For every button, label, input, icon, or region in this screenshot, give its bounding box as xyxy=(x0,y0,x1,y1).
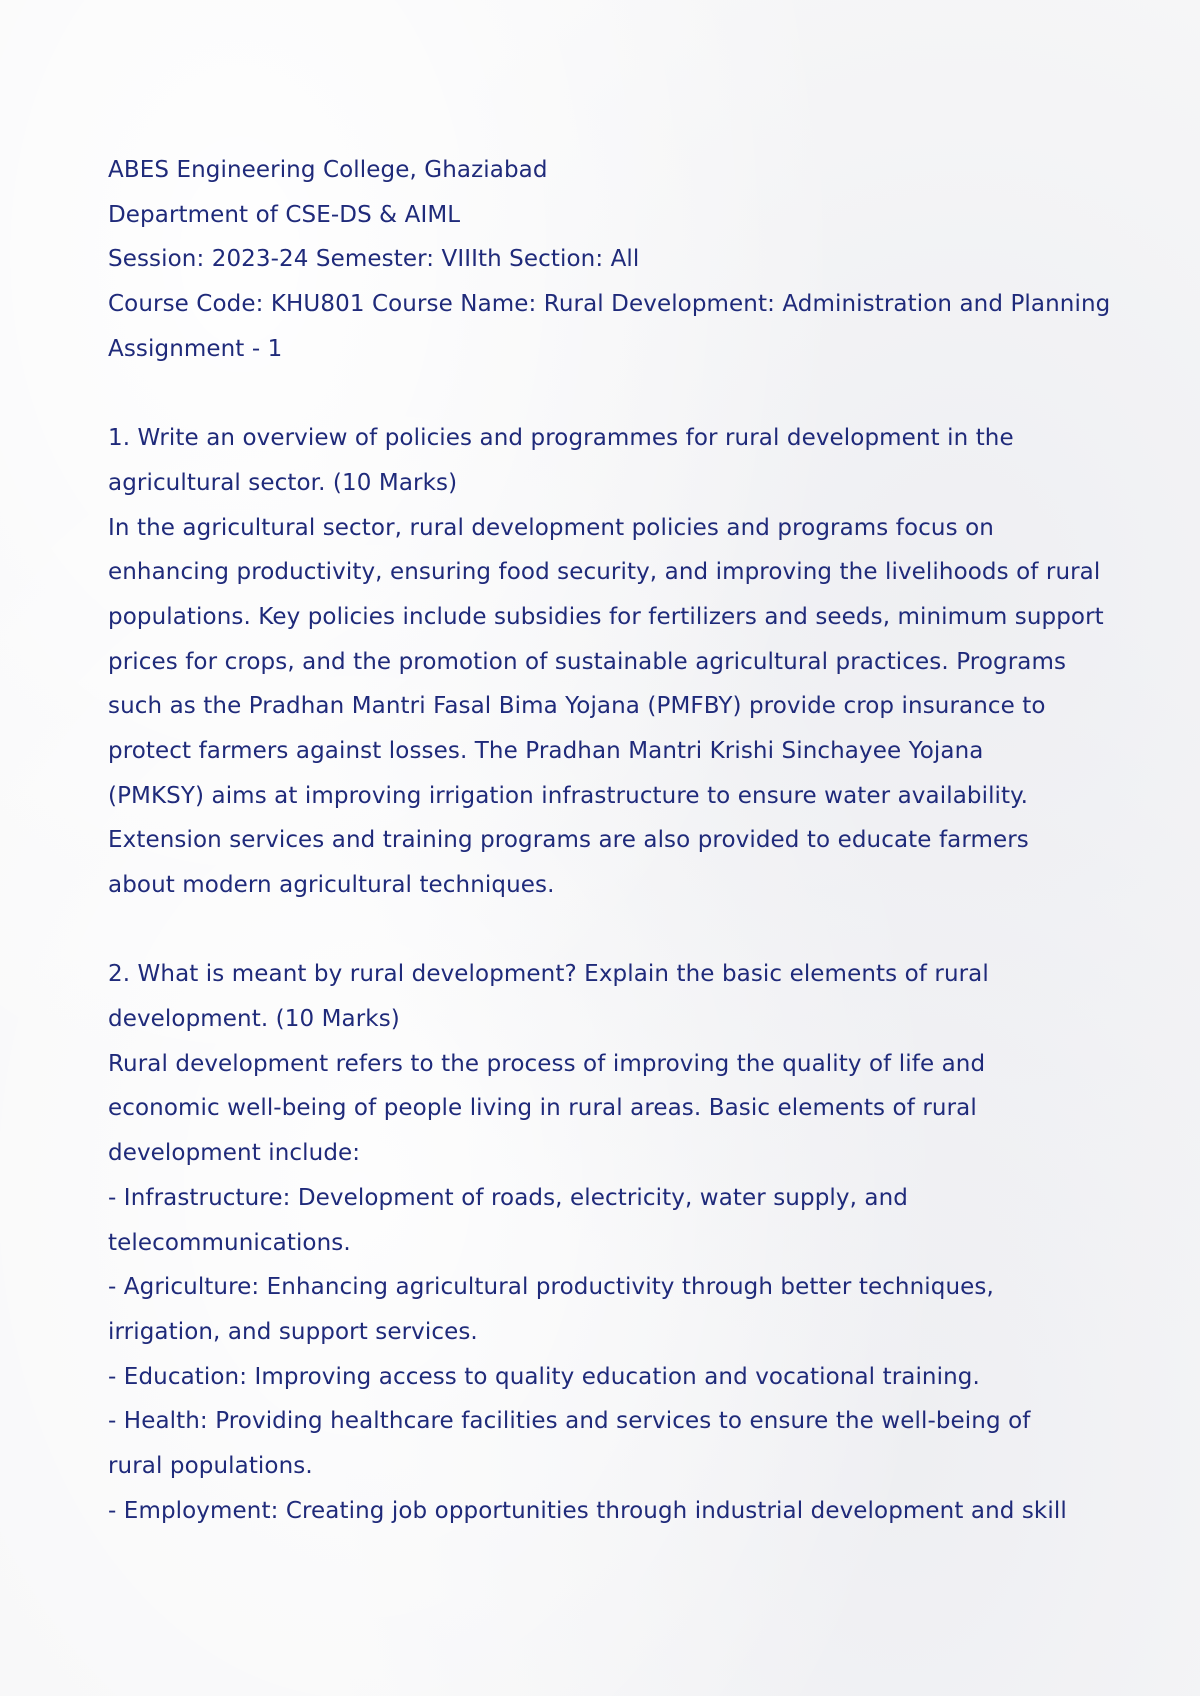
answer-1-line: (PMKSY) aims at improving irrigation infrastructure to ensure water availability. xyxy=(108,782,1029,809)
document-header xyxy=(108,148,1140,371)
session-info: Session: 2023-24 Semester: VIIIth Section: All xyxy=(108,246,640,273)
answer-2-line: rural populations. xyxy=(108,1452,313,1479)
question-2-text-line-2: development. (10 Marks) xyxy=(108,1006,400,1033)
answer-1-line: such as the Pradhan Mantri Fasal Bima Yojana (PMFBY) provide crop insurance to xyxy=(108,693,1046,720)
answer-1-line: enhancing productivity, ensuring food security, and improving the livelihoods of rural xyxy=(108,559,1101,586)
answer-1-line: protect farmers against losses. The Pradhan Mantri Krishi Sinchayee Yojana xyxy=(108,737,984,764)
answer-2-line: irrigation, and support services. xyxy=(108,1318,478,1345)
answer-2-line: economic well-being of people living in rural areas. Basic elements of rural xyxy=(108,1095,977,1122)
spacer xyxy=(108,371,1140,416)
question-2 xyxy=(108,952,1140,1533)
question-1-text-line-1: 1. Write an overview of policies and programmes for rural development in the xyxy=(108,425,1014,452)
college-name: ABES Engineering College, Ghaziabad xyxy=(108,157,548,183)
answer-2-line: telecommunications. xyxy=(108,1229,351,1256)
course-info: Course Code: KHU801 Course Name: Rural Development: Administration and Planning xyxy=(108,291,1111,318)
question-1 xyxy=(108,416,1140,908)
answer-1-line: In the agricultural sector, rural development policies and programs focus on xyxy=(108,514,994,541)
answer-2-bullet-health: - Health: Providing healthcare facilities and services to ensure the well-being of xyxy=(108,1408,1031,1435)
assignment-title: Assignment - 1 xyxy=(108,335,283,362)
answer-2-bullet-infrastructure: - Infrastructure: Development of roads, electricity, water supply, and xyxy=(108,1184,908,1211)
question-2-text-line-1: 2. What is meant by rural development? Explain the basic elements of rural xyxy=(108,961,989,988)
answer-1-line: prices for crops, and the promotion of sustainable agricultural practices. Programs xyxy=(108,648,1067,675)
answer-2-bullet-education: - Education: Improving access to quality education and vocational training. xyxy=(108,1363,980,1390)
spacer xyxy=(108,908,1140,953)
answer-2-line: development include: xyxy=(108,1140,361,1167)
answer-1-line: Extension services and training programs are also provided to educate farmers xyxy=(108,827,1029,854)
answer-1-line: populations. Key policies include subsidies for fertilizers and seeds, minimum support xyxy=(108,603,1104,630)
answer-1-line: about modern agricultural techniques. xyxy=(108,872,555,898)
answer-2-line: Rural development refers to the process of improving the quality of life and xyxy=(108,1050,986,1077)
question-1-text-line-2: agricultural sector. (10 Marks) xyxy=(108,469,458,496)
answer-2-bullet-agriculture: - Agriculture: Enhancing agricultural productivity through better techniques, xyxy=(108,1274,994,1301)
answer-2-bullet-employment: - Employment: Creating job opportunities through industrial development and skill xyxy=(108,1497,1067,1524)
department-name: Department of CSE-DS & AIML xyxy=(108,201,461,228)
